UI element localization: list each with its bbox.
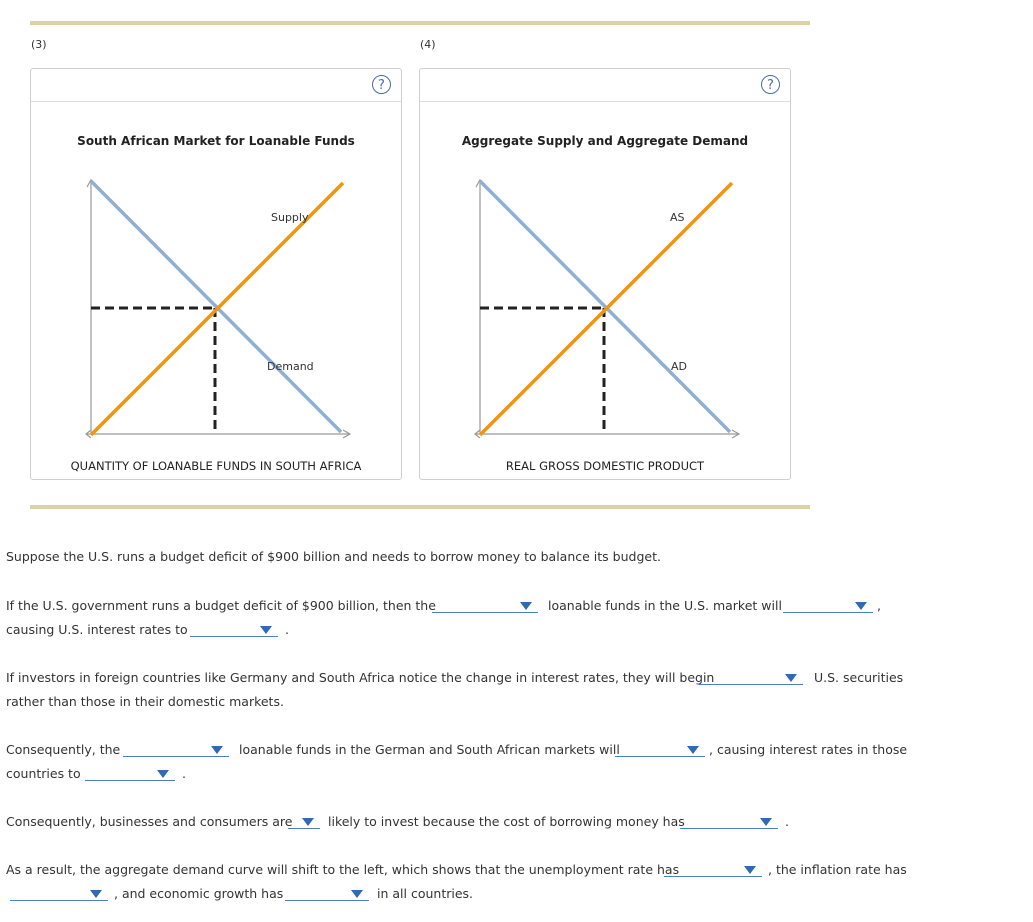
q3-text-d: countries to [6,766,81,781]
q2-text-a: If investors in foreign countries like Germany and South Africa notice the change in interest rates, they will begin [6,670,715,685]
chevron-down-icon [260,626,272,634]
intro-text: Suppose the U.S. runs a budget deficit of $900 billion and needs to borrow money to balance its budget. [6,549,661,564]
bottom-divider [30,505,810,509]
chevron-down-icon [157,770,169,778]
graph-4-number: (4) [420,38,436,51]
q3-text-e: . [182,766,186,781]
graph-3-plot[interactable] [31,69,401,479]
q5-dropdown-3[interactable] [285,888,369,901]
q5-text-c: , and economic growth has [114,886,284,901]
chevron-down-icon [744,866,756,874]
graph-3-supply-label: Supply [271,211,309,224]
q3-text-a: Consequently, the [6,742,121,757]
help-icon[interactable]: ? [372,75,391,94]
q3-dropdown-1[interactable] [123,744,229,757]
chevron-down-icon [687,746,699,754]
chevron-down-icon [90,890,102,898]
q3-dropdown-3[interactable] [85,768,175,781]
chevron-down-icon [211,746,223,754]
q2-dropdown-1[interactable] [699,672,803,685]
q4-dropdown-2[interactable] [680,816,778,829]
top-divider [30,21,810,25]
chevron-down-icon [351,890,363,898]
help-icon[interactable]: ? [761,75,780,94]
chevron-down-icon [855,602,867,610]
q4-text-b: likely to invest because the cost of borrowing money has [328,814,685,829]
q1-text-d: causing U.S. interest rates to [6,622,188,637]
q5-text-a: As a result, the aggregate demand curve will shift to the left, which shows that the unemployment rate has [6,862,680,877]
q5-dropdown-2[interactable] [10,888,108,901]
q4-text-a: Consequently, businesses and consumers are [6,814,293,829]
graph-3-demand-label: Demand [267,360,314,373]
graph-4-title: Aggregate Supply and Aggregate Demand [461,134,749,148]
q4-text-c: . [785,814,789,829]
chevron-down-icon [520,602,532,610]
graph-4-ad-label: AD [671,360,687,373]
q3-dropdown-2[interactable] [615,744,705,757]
graph-3-xlabel: QUANTITY OF LOANABLE FUNDS IN SOUTH AFRICA [70,459,362,473]
graph-4-as-label: AS [670,211,685,224]
q1-text-c: , [877,598,881,613]
q1-dropdown-2[interactable] [783,600,873,613]
q1-dropdown-3[interactable] [190,624,278,637]
graph-3-panel [30,68,402,480]
q3-text-c: , causing interest rates in those [709,742,908,757]
q4-dropdown-1[interactable] [288,816,320,829]
q1-text-e: . [285,622,289,637]
q5-text-d: in all countries. [377,886,474,901]
q2-text-b: U.S. securities [814,670,904,685]
q1-text-b: loanable funds in the U.S. market will [548,598,782,613]
chevron-down-icon [302,818,314,826]
graph-3-title: South African Market for Loanable Funds [77,134,355,148]
q5-text-b: , the inflation rate has [768,862,907,877]
graph-4-panel [419,68,791,480]
chevron-down-icon [785,674,797,682]
chevron-down-icon [760,818,772,826]
q5-dropdown-1[interactable] [664,864,762,877]
q2-text-c: rather than those in their domestic markets. [6,694,284,709]
graph-3-number: (3) [31,38,47,51]
q3-text-b: loanable funds in the German and South African markets will [239,742,620,757]
graph-4-plot[interactable] [420,69,790,479]
q1-dropdown-1[interactable] [432,600,538,613]
graph-4-xlabel: REAL GROSS DOMESTIC PRODUCT [505,459,705,473]
q1-text-a: If the U.S. government runs a budget deficit of $900 billion, then the [6,598,436,613]
